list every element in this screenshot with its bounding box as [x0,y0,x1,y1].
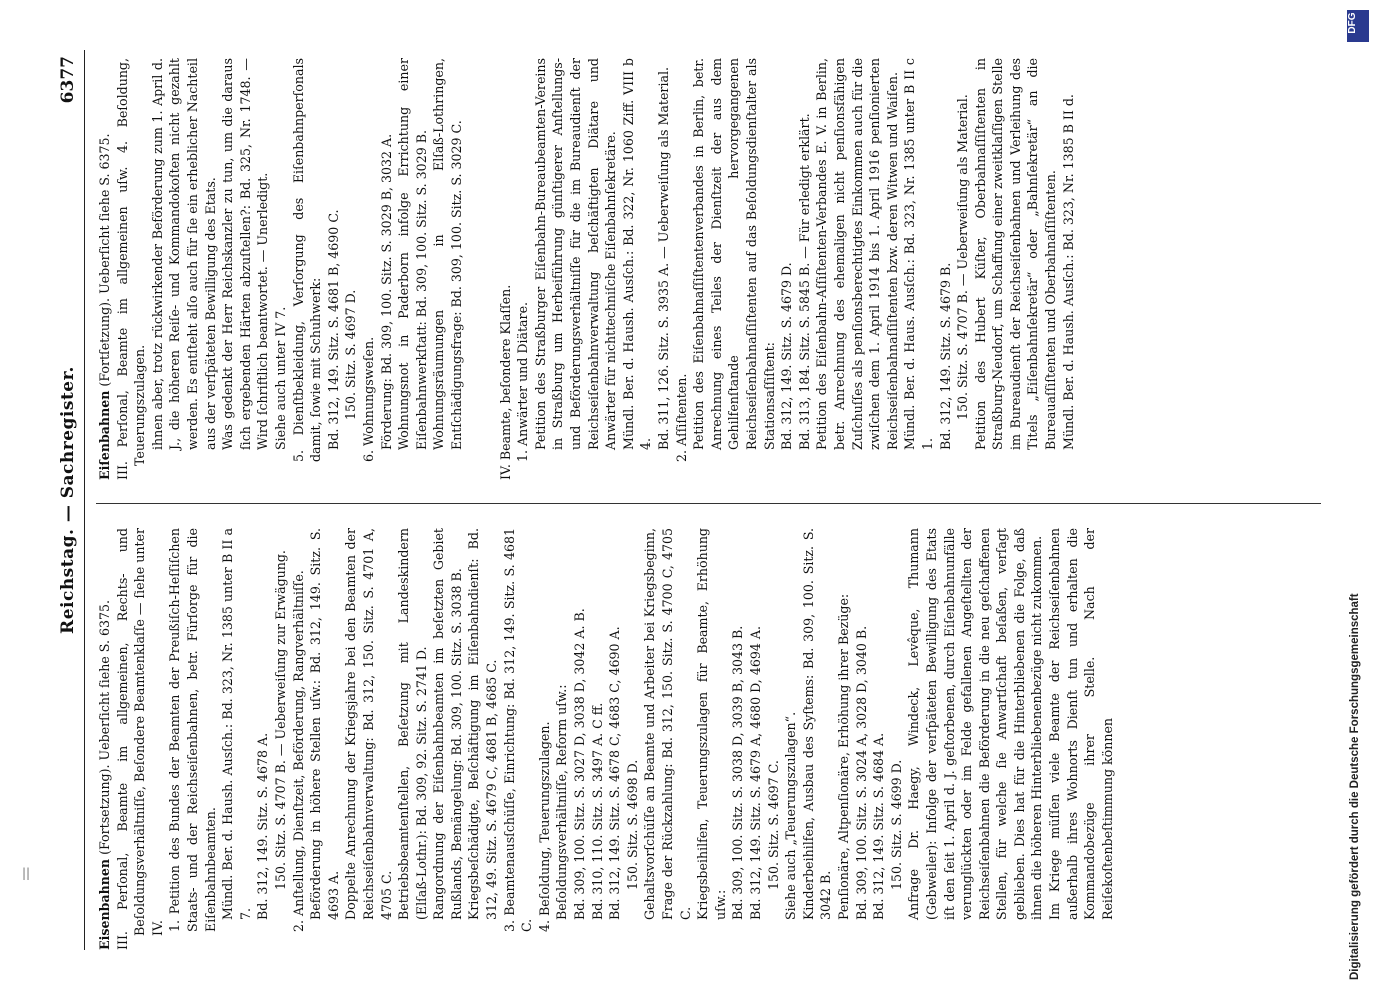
index-entry: Bd. 312, 149. Sitz. S. 4681 B, 4690 C. [325,209,341,450]
index-entry: 1. Anwärter und Diätare. [515,301,531,462]
page-number: 6377 [58,56,78,104]
index-entry: Bd. 312, 149. Sitz. S. 4679 D. [779,262,795,450]
index-entry: Siehe auch unter IV 7. [272,306,288,450]
index-entry: 150. Sitz. S. 4707 B. — Ueberweiſung als Material. [955,94,971,420]
index-entry: Wohnungsräumungen in Elſaß-Lothringen, Entſchädigungsfrage: Bd. 309, 100. Sitz. S. 3029 C. [431,58,464,450]
index-entry: Beſoldungsverhältniſſe, Reform uſw.: [554,684,570,920]
index-entry: 3. Beamtenausſchüſſe, Einrichtung: Bd. 312, 149. Sitz. S. 4681 C. [501,528,535,932]
index-entry: Bd. 312, 149. Sitz. S. 4678 A. [255,732,271,920]
index-entry: ihnen aber, trotz rückwirkender Beförderung zum 1. April d. J., die höheren Reiſe- und Kommandokoſten nicht gezahlt werden. Es entſteht alſo auch für ſie ein erheblicher Nachteil aus der verſpäteten Bewilligung des Etats. [149,58,218,450]
index-entry: Kinderbeihilfen, Ausbau des Syſtems: Bd. 309, 100. Sitz. S. 3042 B. [800,528,834,920]
index-entry: Bd. 312, 149. Sitz. S. 4678 C, 4683 C, 4690 A. [607,626,623,920]
index-entry: 1. Petition des Bundes der Beamten der Preußiſch-Heſſiſchen Staats- und der Reichseiſenbahnen, betr. Fürſorge für die Eiſenbahnbeamten. [167,528,218,932]
index-entry: 150. Sitz. S. 4698 D. [624,759,640,890]
index-entry: 150. Sitz. S. 4707 B. — Ueberweiſung zur Erwägung. [272,550,288,890]
rotated-page [50,50,1340,950]
heading-keyword: Eiſenbahnen [97,390,112,480]
index-entry: Im Kriege müſſen viele Beamte der Reichseiſenbahnen außerhalb ihres Wohnorts Dienſt tun und erhalten die Kommandobezüge ihrer Stelle. Nach der Reiſekoſtenbeſtimmung können [1047,528,1115,920]
index-entry: Kriegsbeſchädigte, Beſchäftigung im Eiſenbahndienſt: Bd. 312, 49. Sitz. S. 4679 C, 4681 B, 4685 C. [466,528,500,920]
column-heading [96,528,114,950]
index-entry: Bd. 310, 110. Sitz. S. 3497 A. C ff. [589,702,605,920]
index-entry: 2. Anſtellung, Dienſtzeit, Beförderung, Rangverhältniſſe. [290,570,306,932]
index-entry: Bd. 311, 126. Sitz. S. 3935 A. — Ueberweiſung als Material. [656,66,671,450]
index-entry: Penſionäre, Altpenſionäre, Erhöhung ihrer Bezüge: [835,593,851,920]
index-entry: Mündl. Ber. d. Haush. Ausſch.: Bd. 323, Nr. 1385 B II d. [1060,94,1076,450]
index-entry: Siehe auch „Teuerungszulagen“. [783,711,799,920]
index-entry: Bd. 309, 100. Sitz. S. 3027 D, 3038 D, 3042 A. B. [572,608,588,920]
index-entry: Mündl. Ber. d. Haush. Ausſch.: Bd. 323, Nr. 1385 unter B II a 7. [220,528,253,920]
index-entry: Bd. 313, 184. Sitz. S. 5845 B. — Für erledigt erklärt. [796,113,812,450]
index-entry: Petition des Eiſenbahnaſſiſtentenverbandes in Berlin, betr. Anrechnung eines Teiles der Dienſtzeit der aus dem Gehilfenſtande hervorgegangenen Reichseiſenbahnaſſiſtenten auf das Beſoldungsdienſtalter als Stationsaſſiſtent: [691,58,777,450]
page-header [50,50,85,950]
right-column [96,58,1326,480]
heading-keyword: Eisenbahnen [97,858,112,950]
index-entry: Bd. 309, 100. Sitz. S. 3024 A, 3028 D, 3040 B. [853,625,869,920]
index-entry: Petition des Hubert Küſter, Oberbahnaſſiſtenten in Straßburg-Neudorf, um Schaffung einer zweitklaſſigen Stelle im Bureaudienſt der Reichseiſenbahnen und Verleihung des Titels „Eiſenbahnſekretär“ oder „Bahnſekretär“ an die Bureauaſſiſtenten und Oberbahnaſſiſtenten. [972,58,1059,450]
margin-mark: || [22,866,31,880]
column-heading [96,58,114,480]
section-heading: III. Perſonal, Beamte im allgemeinen, Rechts- und Beſoldungsverhältniſſe, Beſondere Beamtenklaſſe — ſiehe unter IV. [114,528,165,950]
index-entry: 4. Beſoldung, Teuerungszulagen. [536,721,552,932]
index-entry: Förderung: Bd. 309, 100. Sitz. S. 3029 B, 3032 A. [378,133,394,450]
column-divider [96,503,1321,504]
index-entry: 150. Sitz. S. 4697 D. [343,289,359,420]
index-entry: Betriebsbeamtenſtellen, Beſetzung mit Landeskindern (Elſaß-Lothr.): Bd. 309, 92. Sitz. S. 2741 D. [396,528,429,920]
index-entry: Bd. 309, 100. Sitz. S. 3038 D, 3039 B, 3043 B. [730,625,746,920]
page-title: Reichstag. — Sachregister. [58,366,78,634]
index-entry: Mündl. Ber. d. Haus. Ausſch.: Bd. 323, Nr. 1385 unter B II c 1. [902,58,935,450]
index-entry: Bd. 312, 149. Sitz. S. 4679 B. [937,262,953,450]
index-entry: Beförderung in höhere Stellen uſw.: Bd. 312, 149. Sitz. S. 4693 A. [308,528,341,920]
index-entry: 5. Dienſtbekleidung, Verſorgung des Eiſenbahnperſonals damit, ſowie mit Schuhwerk: [290,58,324,462]
index-entry: Anfrage Dr. Haegy, Windeck, Levêque, Thumann (Gebweiler): Infolge der verſpäteten Bewilligung des Etats iſt den ſeit 1. April d. J. geſtorbenen, durch Eiſenbahnunfälle verunglückten oder im Felde gefallenen Angeſtellten der Reichseiſenbahnen die Beförderung in die neu geſchaffenen Stellen, für welche ſie Anwartſchaft beſaßen, verſagt geblieben. Dies hat für die Hinterbliebenen die Folge, daß ihnen die höheren Hinterbliebenenbezüge nicht zukommen. [906,528,1045,920]
index-entry: Kriegsbeihilfen, Teuerungszulagen für Beamte, Erhöhung uſw.: [695,528,728,920]
index-entry: Doppelte Anrechnung der Kriegsjahre bei den Beamten der Reichseiſenbahnverwaltung: Bd. 312, 150. Sitz. S. 4701 A, 4705 C. [343,528,394,920]
heading-text: (Fortſetzung). Ueberſicht ſiehe S. 6375. [97,133,112,391]
index-entry: Bd. 312, 149. Sitz. S. 4684 A. [871,732,887,920]
index-entry: Was gedenkt der Herr Reichskanzler zu tun, um die daraus ſich ergebenden Härten abzuſtellen?: Bd. 325, Nr. 1748. — Wird ſchriftlich beantwortet. — Unerledigt. [220,58,271,450]
spacer [478,58,484,480]
index-entry: Mündl. Ber. d. Haush. Ausſch.: Bd. 322, Nr. 1060 Ziff. VIII b 4. [620,58,654,450]
index-entry: Petition des Straßburger Eiſenbahn-Bureaubeamten-Vereins in Straßburg um Herbeiführung günſtigerer Anſtellungs- und Beförderungsverhältniſſe für die im Bureaudienſt der Reichseiſenbahnverwaltung beſchäftigten Diätare und Anwärter für nichttechniſche Eiſenbahnſekretäre. [532,58,619,450]
index-entry: Gehaltsvorſchüſſe an Beamte und Arbeiter bei Kriegsbeginn, Frage der Rückzahlung: Bd. 312, 150. Sitz. S. 4700 C, 4705 C. [642,528,693,920]
index-entry: 2. Aſſiſtenten. [673,373,689,462]
index-entry: 150. Sitz. S. 4699 D. [888,759,904,890]
heading-text: (Fortsetzung). Ueberſicht ſiehe S. 6375. [97,599,112,859]
funding-note-text: Digitalisierung gefördert durch die Deutsche Forschungsgemeinschaft [1349,593,1361,980]
index-entry: Petition des Eiſenbahn-Aſſiſtenten-Verbandes E. V. in Berlin, betr. Anrechnung des ehemaligen nicht penſionsfähigen Zuſchuſſes als penſionsberechtigtes Einkommen auch für die zwiſchen dem 1. April 1914 bis 1. April 1916 penſionierten Reichseiſenbahnaſſiſtenten bzw. deren Witwen und Waiſen. [814,58,900,450]
section-heading: IV. Beamte, beſondere Klaſſen. [497,284,513,480]
index-entry: Rangordnung der Eiſenbahnbeamten im beſetzten Gebiet Rußlands, Bemängelung: Bd. 309, 100. Sitz. S. 3038 B. [431,528,464,920]
index-entry: 6. Wohnungsweſen. [360,336,376,462]
index-entry: Bd. 312, 149. Sitz. S. 4679 A, 4680 D, 4694 A. [747,626,763,920]
index-entry: Wohnungsnot in Paderborn infolge Errichtung einer Eiſenbahnwerkſtatt: Bd. 309, 100. Sitz. S. 3029 B. [396,58,429,450]
dfg-logo-text: DFG [1347,12,1358,34]
funding-note [1345,20,1371,980]
left-column [96,528,1326,950]
section-heading: III. Perſonal, Beamte im allgemeinen uſw. 4. Beſoldung, Teuerungszulagen. [114,58,148,480]
index-entry: 150. Sitz. S. 4697 C. [765,760,781,890]
